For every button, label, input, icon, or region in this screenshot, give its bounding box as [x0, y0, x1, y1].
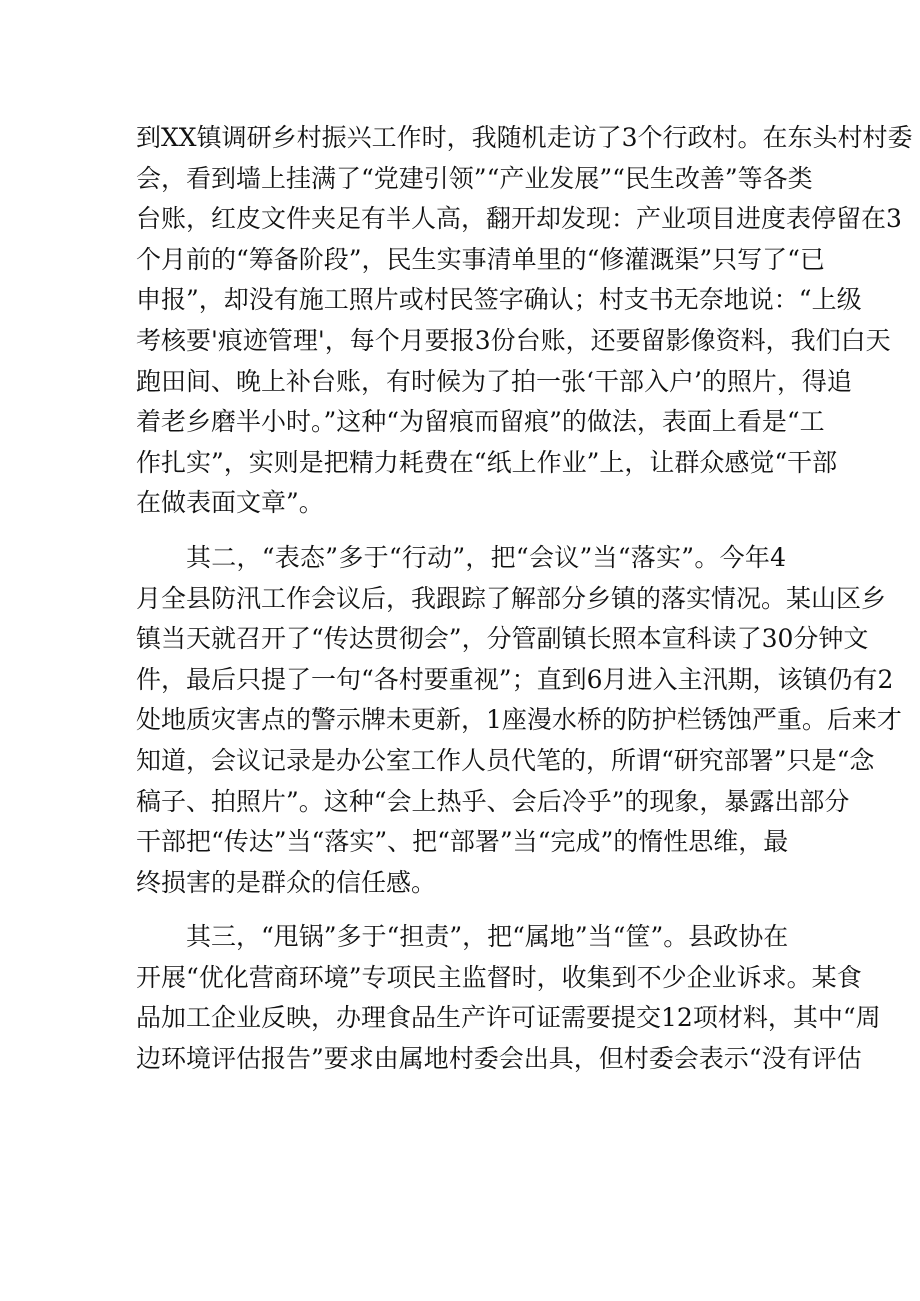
paragraph-1: [136, 118, 913, 524]
text-line: 台账，红皮文件夹足有半人高，翻开却发现：产业项目进度表停留在3: [136, 204, 902, 234]
text-line: 其二，“表态”多于“行动”，把“会议”当“落实”。今年4: [186, 542, 786, 572]
text-line: 边环境评估报告”要求由属地村委会出具，但村委会表示“没有评估: [136, 1044, 862, 1074]
text-line: 月全县防汛工作会议后，我跟踪了解部分乡镇的落实情况。某山区乡: [136, 583, 887, 613]
text-line: 在做表面文章”。: [136, 488, 324, 518]
text-line: 件，最后只提了一句“各村要重视”；直到6月进入主汛期，该镇仍有2: [136, 664, 894, 694]
document-body: [136, 118, 913, 1080]
text-line: 处地质灾害点的警示牌未更新，1座漫水桥的防护栏锈蚀严重。后来才: [136, 705, 902, 735]
text-line: 个月前的“筹备阶段”，民生实事清单里的“修灌溉渠”只写了“已: [136, 244, 825, 274]
text-line: 品加工企业反映，办理食品生产许可证需要提交12项材料，其中“周: [136, 1003, 881, 1033]
text-line: 会，看到墙上挂满了“党建引领”“产业发展”“民生改善”等各类: [136, 163, 813, 193]
text-line: 稿子、拍照片”。这种“会上热乎、会后冷乎”的现象，暴露出部分: [136, 786, 850, 816]
text-line: 终损害的是群众的信任感。: [136, 867, 437, 897]
text-line: 其三，“甩锅”多于“担责”，把“属地”当“筐”。县政协在: [186, 922, 789, 952]
paragraph-2: [136, 538, 902, 903]
paragraph-spacer: [136, 903, 786, 917]
paragraph-spacer: [136, 524, 786, 538]
text-line: 开展“优化营商环境”专项民主监督时，收集到不少企业诉求。某食: [136, 962, 862, 992]
text-line: 到XX镇调研乡村振兴工作时，我随机走访了3个行政村。在东头村村委: [136, 123, 913, 152]
paragraph-3: [136, 917, 881, 1079]
text-line: 知道，会议记录是办公室工作人员代笔的，所谓“研究部署”只是“念: [136, 745, 875, 775]
text-line: 作扎实”，实则是把精力耗费在“纸上作业”上，让群众感觉“干部: [136, 447, 838, 477]
text-line: 考核要'痕迹管理'，每个月要报3份台账，还要留影像资料，我们白天: [136, 325, 891, 355]
text-line: 跑田间、晚上补台账，有时候为了拍一张‘干部入户’的照片，得追: [136, 366, 852, 396]
text-line: 着老乡磨半小时。”这种“为留痕而留痕”的做法，表面上看是“工: [136, 407, 825, 437]
text-line: 镇当天就召开了“传达贯彻会”，分管副镇长照本宣科读了30分钟文: [136, 624, 869, 654]
text-line: 干部把“传达”当“落实”、把“部署”当“完成”的惰性思维，最: [136, 827, 789, 857]
text-line: 申报”，却没有施工照片或村民签字确认；村支书无奈地说：“上级: [136, 285, 862, 315]
